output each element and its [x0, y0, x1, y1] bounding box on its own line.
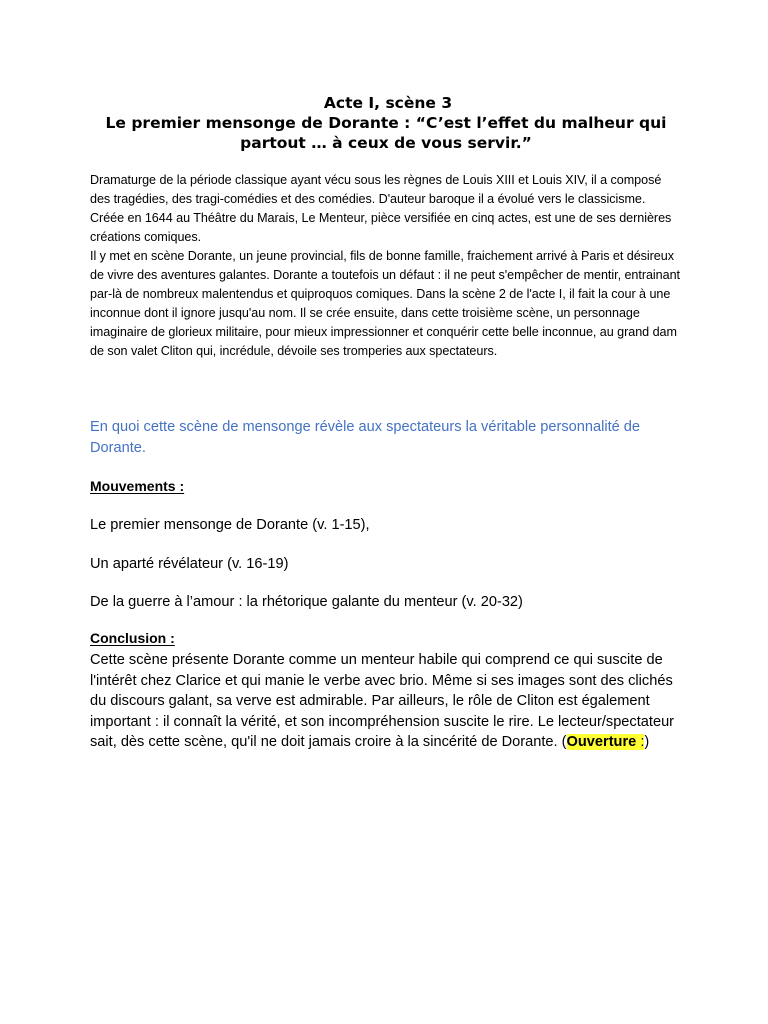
introduction — [90, 171, 680, 361]
intro-paragraph-plot: Il y met en scène Dorante, un jeune provincial, fils de bonne famille, fraichement arrivé à Paris et désireux de vivre des aventures galantes. Dorante a toutefois un défaut : il ne peut s'empêcher de mentir, entrainant par-là de nombreux malentendus et quiproquos comiques. Dans la scène 2 de l'acte I, il fait la cour à une inconnue dont il ignore jusqu'au nom. Il se crée ensuite, dans cette troisième scène, un personnage imaginaire de glorieux militaire, pour mieux impressionner et conquérir cette belle inconnue, au grand dam de son valet Cliton qui, incrédule, dévoile ses tromperies aux spectateurs. — [90, 249, 680, 358]
document-title — [90, 93, 682, 153]
mouvement-item: De la guerre à l’amour : la rhétorique galante du menteur (v. 20-32) — [90, 594, 523, 610]
ouverture-label: Ouverture — [566, 734, 637, 751]
ouverture-suffix: : — [636, 734, 645, 751]
intro-paragraph-author: Dramaturge de la période classique ayant vécu sous les règnes de Louis XIII et Louis XIV, il a composé des tragédies, des tragi-comédies et des comédies. D'auteur baroque il a évolué vers le classicisme. Créée en 1644 au Théâtre du Marais, Le Menteur, pièce versifiée en cinq actes, est une de ses dernières créations comiques. — [90, 173, 672, 244]
problematique: En quoi cette scène de mensonge révèle aux spectateurs la véritable personnalité de Dorante. — [90, 419, 641, 456]
conclusion-text: Cette scène présente Dorante comme un menteur habile qui comprend ce qui suscite de l'intérêt chez Clarice et qui manie le verbe avec brio. Même si ses images sont des clichés du discours galant, sa verve est admirable. Par ailleurs, le rôle de Cliton est également important : il connaît la vérité, et son incompréhension suscite le rire. Le lecteur/spectateur sait, dès cette scène, qu'il ne doit jamais croire à la sincérité de Dorante. ( — [90, 652, 675, 751]
conclusion-body — [90, 650, 690, 753]
mouvements-heading: Mouvements : — [90, 478, 185, 494]
title-subtitle: Le premier mensonge de Dorante : “C’est l’effet du malheur qui partout … à ceux de vous servir.” — [105, 114, 667, 152]
conclusion-heading: Conclusion : — [90, 630, 175, 646]
mouvement-item: Un aparté révélateur (v. 16-19) — [90, 556, 289, 572]
closing-paren: ) — [644, 734, 650, 751]
title-act-scene: Acte I, scène 3 — [323, 94, 453, 112]
mouvement-item: Le premier mensonge de Dorante (v. 1-15), — [90, 517, 370, 533]
ouverture-highlight — [567, 734, 645, 750]
